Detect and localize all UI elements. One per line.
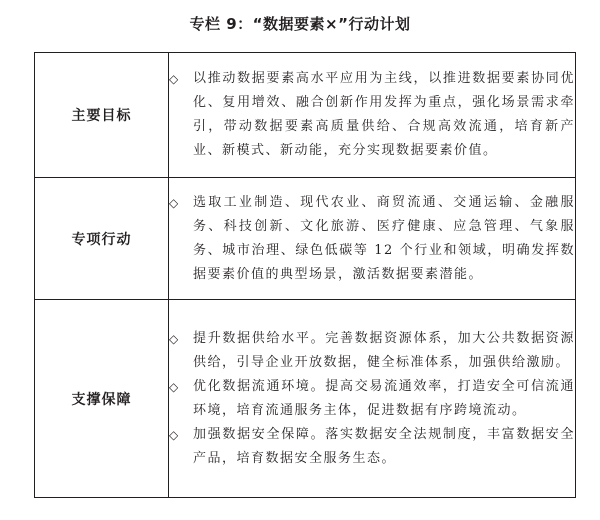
list-item — [169, 191, 575, 287]
item-text: 优化数据流通环境。提高交易流通效率，打造安全可信流通环境，培育流通服务主体，促进数据有序跨境流动。 — [193, 378, 575, 418]
row-content-support — [169, 300, 576, 498]
diamond-bullet-icon: ◇ — [169, 427, 179, 442]
row-content-special-actions — [169, 178, 576, 300]
list-item — [169, 327, 575, 375]
action-plan-table — [34, 52, 576, 498]
diamond-bullet-icon: ◇ — [169, 331, 179, 346]
table-row — [35, 53, 576, 178]
list-item — [169, 375, 575, 423]
list-item — [169, 67, 575, 163]
diamond-bullet-icon: ◇ — [169, 379, 179, 394]
table-row — [35, 300, 576, 498]
diamond-bullet-icon: ◇ — [169, 72, 179, 86]
box-title: 专栏 9：“数据要素×”行动计划 — [189, 15, 411, 33]
list-item — [169, 423, 575, 471]
item-text: 选取工业制造、现代农业、商贸流通、交通运输、金融服务、科技创新、文化旅游、医疗健康、应急管理、气象服务、城市治理、绿色低碳等 12 个行业和领域，明确发挥数据要素价值的典型场景，激活数据要素潜能。 — [193, 194, 575, 282]
row-content-main-goals — [169, 53, 576, 178]
item-text: 以推动数据要素高水平应用为主线，以推进数据要素协同优化、复用增效、融合创新作用发挥为重点，强化场景需求牵引，带动数据要素高质量供给、合规高效流通，培育新产业、新模式、新动能，充分实现数据要素价值。 — [193, 71, 575, 158]
row-label-main-goals: 主要目标 — [35, 53, 169, 178]
item-text: 加强数据安全保障。落实数据安全法规制度，丰富数据安全产品，培育数据安全服务生态。 — [193, 426, 575, 466]
table-row — [35, 178, 576, 300]
diamond-bullet-icon: ◇ — [169, 195, 179, 210]
row-label-special-actions: 专项行动 — [35, 178, 169, 300]
row-label-support: 支撑保障 — [35, 300, 169, 498]
item-text: 提升数据供给水平。完善数据资源体系，加大公共数据资源供给，引导企业开放数据，健全标准体系，加强供给激励。 — [193, 330, 575, 370]
